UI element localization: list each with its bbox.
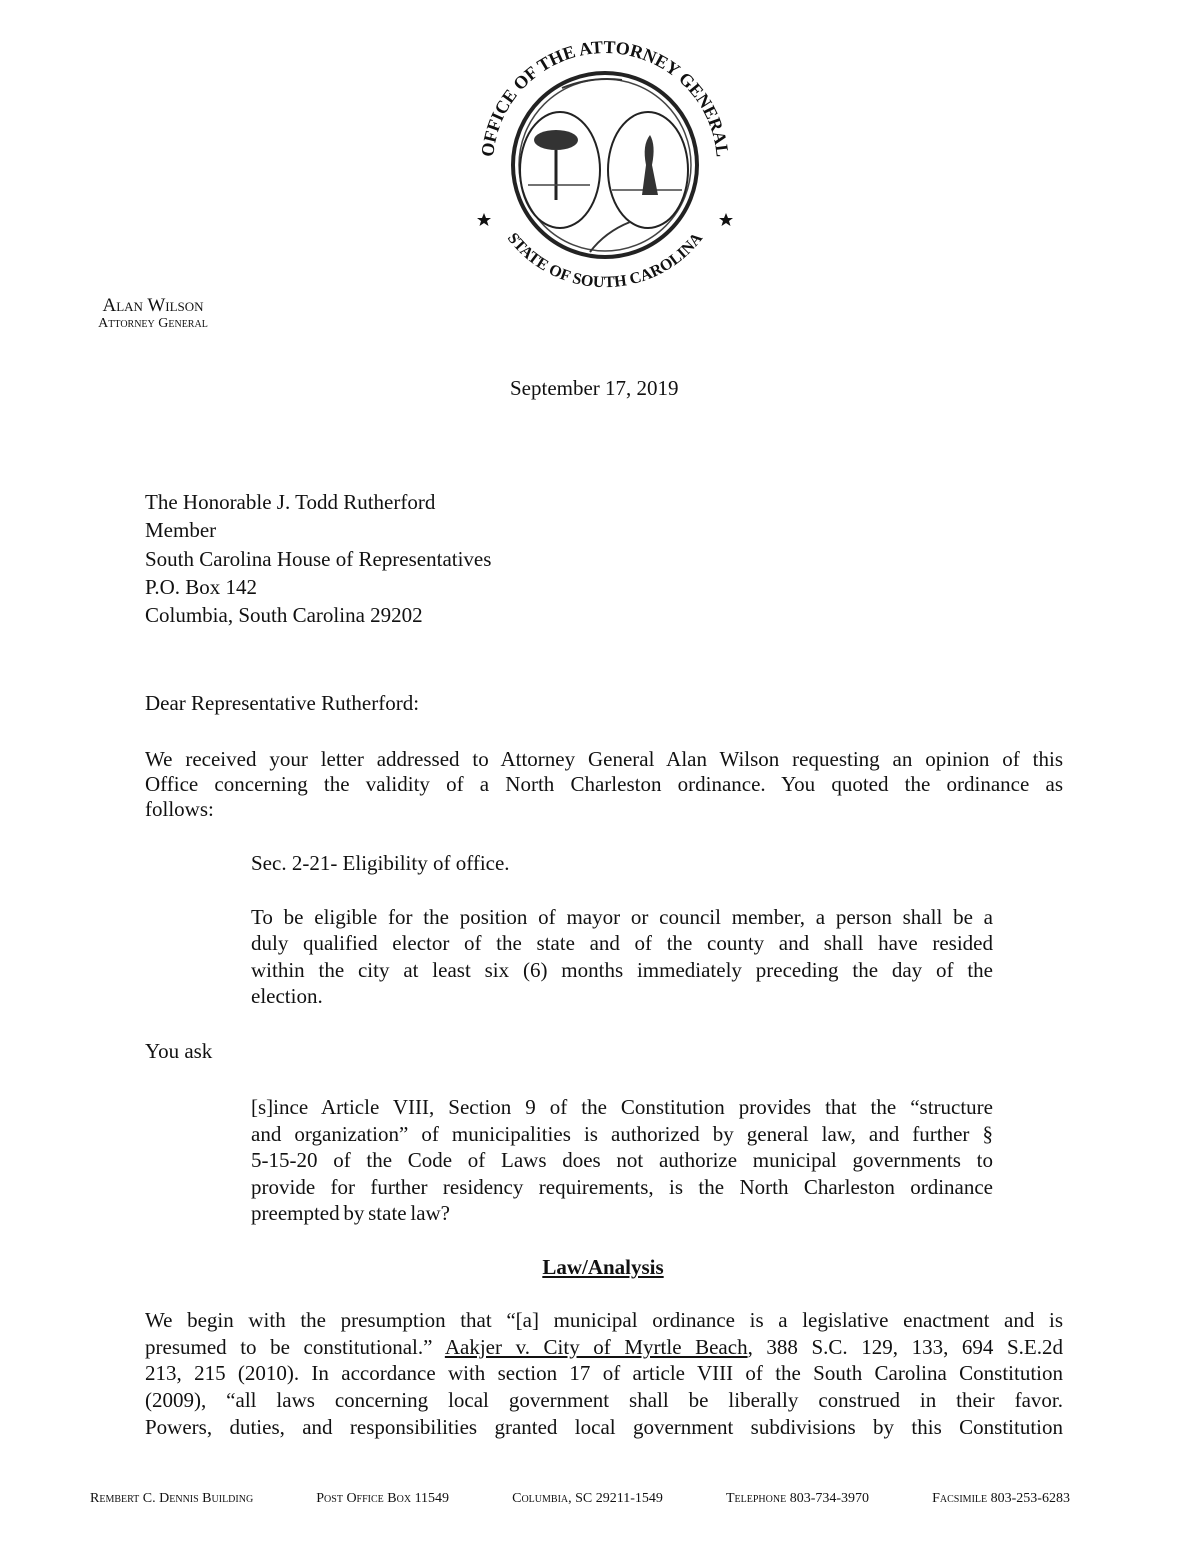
paragraph-line: follows:	[145, 797, 214, 821]
footer-facsimile: Facsimile 803-253-6283	[932, 1491, 1070, 1506]
quote-line: within the city at least six (6) months immediately preceding the day of the	[251, 957, 993, 982]
text-run: Powers, duties, and responsibilities granted local government subdivisions by this Constitution	[145, 1414, 1063, 1439]
text-run: presumed to be constitutional.”	[145, 1334, 445, 1359]
star-icon	[477, 213, 491, 226]
salutation: Dear Representative Rutherford:	[145, 691, 420, 715]
paragraph-line	[145, 1360, 1063, 1387]
footer-address	[90, 1490, 1070, 1508]
analysis-paragraph	[145, 1307, 1063, 1441]
recipient-address	[145, 488, 491, 629]
text-run: (2009), “all laws concerning local government shall be liberally construed in their favor.	[145, 1388, 1063, 1413]
recipient-line: P.O. Box 142	[145, 574, 258, 599]
quote-line: preempted by state law?	[251, 1201, 450, 1225]
text-run: 213, 215 (2010). In accordance with section 17 of article VIII of the South Carolina Constitution	[145, 1361, 1063, 1386]
footer-building: Rembert C. Dennis Building	[90, 1491, 254, 1506]
sender-name: Alan Wilson	[102, 295, 204, 316]
quote-line: [s]ince Article VIII, Section 9 of the Constitution provides that the “structure	[251, 1095, 993, 1119]
letter-date: September 17, 2019	[510, 376, 679, 400]
seal-top-text: OFFICE OF THE ATTORNEY GENERAL	[477, 36, 733, 158]
you-ask-label: You ask	[145, 1039, 213, 1063]
quote-line: 5-15-20 of the Code of Laws does not authorize municipal governments to	[251, 1148, 993, 1172]
paragraph-line	[145, 1307, 1063, 1334]
attorney-general-seal	[470, 20, 740, 300]
paragraph-line: We received your letter addressed to Attorney General Alan Wilson requesting an opinion of this	[145, 747, 1063, 771]
section-heading: Law/Analysis	[542, 1255, 664, 1279]
ordinance-quote	[251, 904, 993, 1009]
case-citation: Aakjer v. City of Myrtle Beach	[444, 1334, 748, 1359]
footer-po-box: Post Office Box 11549	[316, 1491, 450, 1506]
footer-city: Columbia, SC 29211-1549	[512, 1491, 663, 1506]
intro-paragraph	[145, 747, 1063, 822]
footer-telephone: Telephone 803-734-3970	[725, 1491, 870, 1506]
recipient-line: Member	[145, 518, 217, 543]
quote-line: and organization” of municipalities is authorized by general law, and further §	[251, 1121, 993, 1146]
paragraph-line	[145, 1334, 1063, 1361]
quote-line: To be eligible for the position of mayor or council member, a person shall be a	[251, 905, 993, 929]
quote-line: provide for further residency requirements, is the North Charleston ordinance	[251, 1174, 993, 1199]
recipient-line: Columbia, South Carolina 29202	[145, 603, 423, 628]
sender-title: Attorney General	[98, 316, 208, 331]
star-icon	[719, 213, 733, 226]
paragraph-line: Office concerning the validity of a North Charleston ordinance. You quoted the ordinance as	[145, 772, 1063, 796]
paragraph-line	[145, 1387, 1063, 1414]
quote-line: duly qualified elector of the state and of the county and shall have resided	[251, 931, 993, 956]
text-run: We begin with the presumption that “[a] municipal ordinance is a legislative enactment and is	[145, 1308, 1063, 1332]
seal-bottom-text: STATE OF SOUTH CAROLINA	[503, 229, 707, 292]
quote-line: election.	[251, 983, 323, 1008]
ordinance-heading: Sec. 2-21- Eligibility of office.	[251, 851, 510, 875]
question-quote	[251, 1094, 993, 1227]
paragraph-line	[145, 1414, 1063, 1441]
text-run: , 388 S.C. 129, 133, 694 S.E.2d	[747, 1334, 1063, 1359]
sender-block	[90, 296, 216, 332]
recipient-line: The Honorable J. Todd Rutherford	[145, 490, 436, 514]
recipient-line: South Carolina House of Representatives	[145, 546, 492, 571]
svg-text:STATE OF SOUTH CAROLINA	[504, 229, 706, 291]
